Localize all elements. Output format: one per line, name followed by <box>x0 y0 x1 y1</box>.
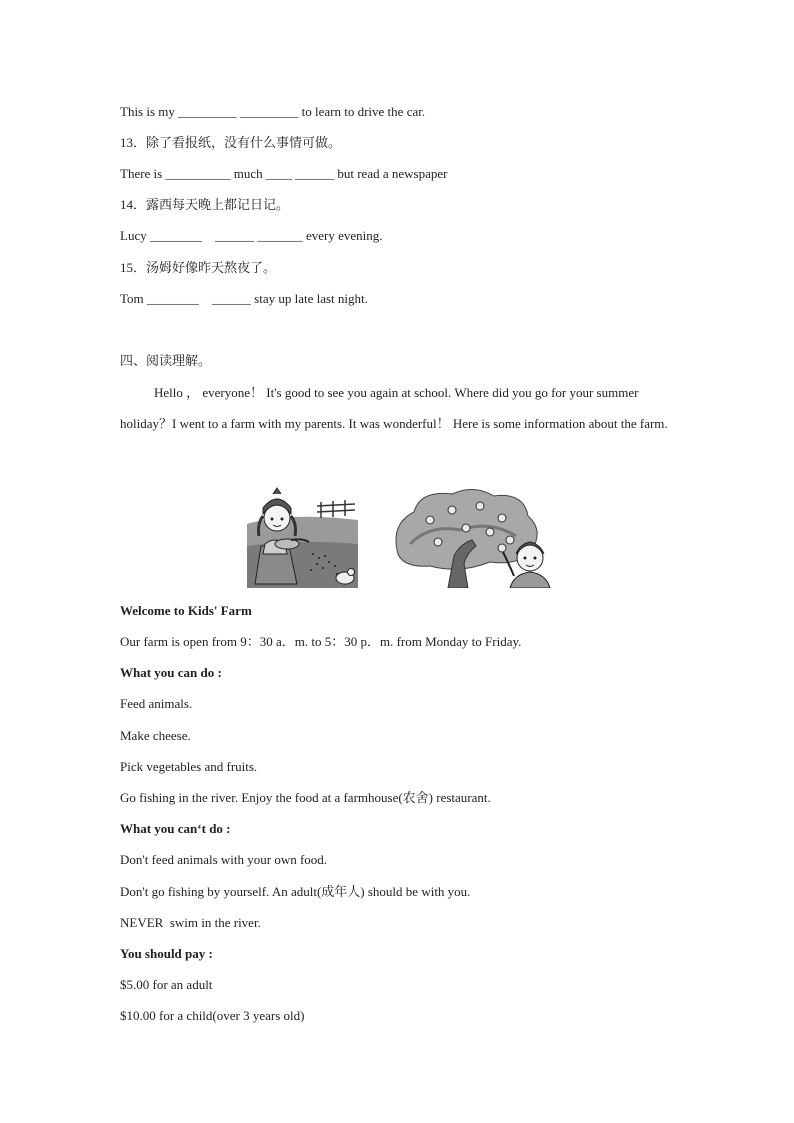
section-title: 四、阅读理解。 <box>120 353 212 368</box>
can-do-item: Feed animals. <box>120 696 193 711</box>
girl-feeding-chickens-illustration <box>247 484 358 588</box>
pay-item-child: $10.00 for a child(over 3 years old) <box>120 1008 305 1023</box>
can-do-item: Go fishing in the river. Enjoy the food at a farmhouse(农舍) restaurant. <box>120 790 491 805</box>
notice-title: Welcome to Kids' Farm <box>120 603 252 618</box>
exercise-12-answer-line: This is my _________ _________ to learn to drive the car. <box>120 104 426 119</box>
boy-picking-apples-illustration <box>390 484 559 588</box>
cant-do-item: Don't feed animals with your own food. <box>120 852 328 867</box>
exercise-15-answer-line: Tom ________ ______ stay up late last night. <box>120 291 368 306</box>
can-do-item: Pick vegetables and fruits. <box>120 759 258 774</box>
notice-hours: Our farm is open from 9：30 a．m. to 5：30 p．m. from Monday to Friday. <box>120 634 522 649</box>
intro-paragraph: Hello ， everyone！ It's good to see you again at school. Where did you go for your summer holiday？I went to a farm with my parents. It was wonderful！ Here is some information about the farm. <box>120 385 668 431</box>
cant-do-item: Don't go fishing by yourself. An adult(成年人) should be with you. <box>120 884 471 899</box>
can-do-heading: What you can do : <box>120 665 222 680</box>
cant-do-heading: What you can‘t do : <box>120 821 231 836</box>
cant-do-item: NEVER swim in the river. <box>120 915 261 930</box>
exercise-15-prompt: 15．汤姆好像昨天熬夜了。 <box>120 260 277 275</box>
exercise-13-prompt: 13．除了看报纸，没有什么事情可做。 <box>120 135 342 150</box>
can-do-item: Make cheese. <box>120 728 191 743</box>
pay-item-adult: $5.00 for an adult <box>120 977 213 992</box>
pay-heading: You should pay : <box>120 946 213 961</box>
exercise-14-answer-line: Lucy ________ ______ _______ every evening. <box>120 228 383 243</box>
exercise-13-answer-line: There is __________ much ____ ______ but read a newspaper <box>120 166 448 181</box>
exercise-14-prompt: 14．露西每天晚上都记日记。 <box>120 197 290 212</box>
